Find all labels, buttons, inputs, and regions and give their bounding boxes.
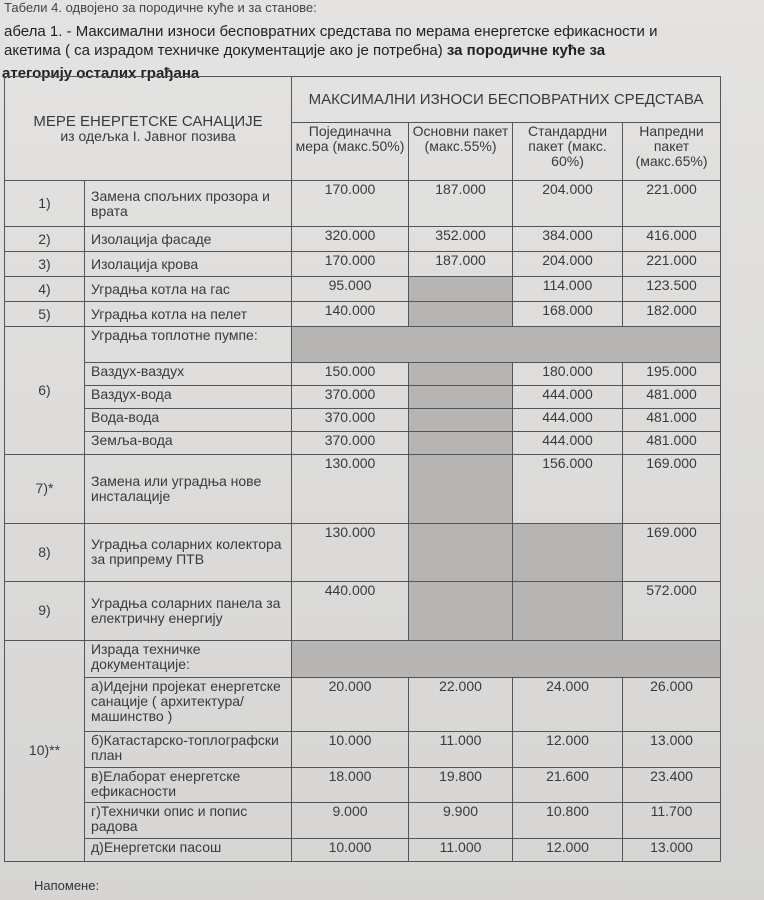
row-label: Израда техничке документације: bbox=[85, 640, 292, 678]
value-basic: 352.000 bbox=[409, 227, 513, 252]
table-row bbox=[5, 803, 721, 838]
table-row bbox=[5, 640, 721, 678]
table-row bbox=[5, 227, 721, 252]
value-advanced: 169.000 bbox=[623, 523, 721, 581]
table-row bbox=[5, 408, 721, 431]
row-label: Замена спољних прозора и врата bbox=[85, 181, 292, 227]
table-row bbox=[5, 277, 721, 302]
value-single: 370.000 bbox=[292, 385, 409, 408]
table-row bbox=[5, 523, 721, 581]
value-single: 18.000 bbox=[292, 767, 409, 802]
shaded-cell bbox=[409, 408, 513, 431]
value-advanced: 11.700 bbox=[623, 803, 721, 838]
shaded-cell bbox=[409, 362, 513, 385]
value-advanced: 221.000 bbox=[623, 181, 721, 227]
value-standard: 204.000 bbox=[513, 181, 623, 227]
row-number: 7)* bbox=[5, 454, 85, 523]
row-label: Ваздух-вода bbox=[85, 385, 292, 408]
measures-header bbox=[5, 77, 292, 181]
row-label: Вода-вода bbox=[85, 408, 292, 431]
table-row bbox=[5, 302, 721, 327]
value-single: 10.000 bbox=[292, 838, 409, 861]
value-single: 370.000 bbox=[292, 408, 409, 431]
value-single: 10.000 bbox=[292, 732, 409, 767]
table-row bbox=[5, 838, 721, 861]
shaded-cell bbox=[409, 277, 513, 302]
row-label: а)Идејни пројекат енергетске санације ( архитектура/машинство ) bbox=[85, 678, 292, 732]
value-advanced: 13.000 bbox=[623, 838, 721, 861]
row-label: Изолација крова bbox=[85, 252, 292, 277]
table-row bbox=[5, 431, 721, 454]
heading-category: атегорију осталих грађана bbox=[2, 65, 200, 82]
row-label: б)Катастарско-топлографски план bbox=[85, 732, 292, 767]
value-standard: 10.800 bbox=[513, 803, 623, 838]
table-heading bbox=[4, 22, 760, 60]
value-standard: 444.000 bbox=[513, 431, 623, 454]
row-number: 3) bbox=[5, 252, 85, 277]
col-header-standard: Стандардни пакет (макс. 60%) bbox=[513, 122, 623, 180]
value-standard: 444.000 bbox=[513, 408, 623, 431]
shaded-cell bbox=[409, 582, 513, 640]
row-number: 5) bbox=[5, 302, 85, 327]
value-advanced: 416.000 bbox=[623, 227, 721, 252]
table-row bbox=[5, 362, 721, 385]
value-advanced: 481.000 bbox=[623, 431, 721, 454]
value-basic: 11.000 bbox=[409, 732, 513, 767]
value-advanced: 123.500 bbox=[623, 277, 721, 302]
row-number: 8) bbox=[5, 523, 85, 581]
row-label: Земља-вода bbox=[85, 431, 292, 454]
value-single: 170.000 bbox=[292, 181, 409, 227]
shaded-cell bbox=[292, 327, 721, 362]
value-single: 440.000 bbox=[292, 582, 409, 640]
value-single: 130.000 bbox=[292, 454, 409, 523]
col-header-advanced: Напредни пакет (макс.65%) bbox=[623, 122, 721, 180]
measures-header-title: МЕРЕ ЕНЕРГЕТСКЕ САНАЦИЈЕ bbox=[33, 112, 263, 130]
value-standard: 168.000 bbox=[513, 302, 623, 327]
measures-header-subtitle: из одељка I. Јавног позива bbox=[60, 127, 236, 144]
row-label: в)Елаборат енергетске ефикасности bbox=[85, 767, 292, 802]
row-number: 9) bbox=[5, 582, 85, 640]
row-number: 6) bbox=[5, 327, 85, 454]
table-row bbox=[5, 732, 721, 767]
value-basic: 22.000 bbox=[409, 678, 513, 732]
row-number: 2) bbox=[5, 227, 85, 252]
value-standard: 204.000 bbox=[513, 252, 623, 277]
subsidy-table bbox=[4, 76, 721, 862]
value-single: 130.000 bbox=[292, 523, 409, 581]
value-single: 370.000 bbox=[292, 431, 409, 454]
value-standard: 180.000 bbox=[513, 362, 623, 385]
value-single: 20.000 bbox=[292, 678, 409, 732]
shaded-cell bbox=[409, 454, 513, 523]
table-row bbox=[5, 454, 721, 523]
value-single: 320.000 bbox=[292, 227, 409, 252]
value-advanced: 195.000 bbox=[623, 362, 721, 385]
col-header-single: Појединачна мера (макс.50%) bbox=[292, 122, 409, 180]
heading-line-2 bbox=[4, 41, 760, 60]
table-row bbox=[5, 252, 721, 277]
value-single: 170.000 bbox=[292, 252, 409, 277]
table-row bbox=[5, 678, 721, 732]
table-row bbox=[5, 181, 721, 227]
value-standard: 12.000 bbox=[513, 838, 623, 861]
max-amounts-header: МАКСИМАЛНИ ИЗНОСИ БЕСПОВРАТНИХ СРЕДСТАВА bbox=[292, 77, 721, 123]
shaded-cell bbox=[292, 640, 721, 678]
value-advanced: 221.000 bbox=[623, 252, 721, 277]
row-label: Уградња топлотне пумпе: bbox=[85, 327, 292, 362]
value-standard: 114.000 bbox=[513, 277, 623, 302]
row-number: 4) bbox=[5, 277, 85, 302]
heading-line-2-text: акетима ( са израдом техничке документације ако је потребна) bbox=[4, 42, 447, 59]
value-basic: 187.000 bbox=[409, 252, 513, 277]
table-row bbox=[5, 327, 721, 362]
heading-line-2-bold: за породичне куће за bbox=[446, 42, 606, 59]
shaded-cell bbox=[409, 302, 513, 327]
value-advanced: 23.400 bbox=[623, 767, 721, 802]
value-advanced: 572.000 bbox=[623, 582, 721, 640]
row-number: 1) bbox=[5, 181, 85, 227]
shaded-cell bbox=[409, 431, 513, 454]
row-label: Уградња соларних панела за електричну енергију bbox=[85, 582, 292, 640]
value-standard: 444.000 bbox=[513, 385, 623, 408]
value-basic: 19.800 bbox=[409, 767, 513, 802]
value-standard: 12.000 bbox=[513, 732, 623, 767]
value-advanced: 182.000 bbox=[623, 302, 721, 327]
value-single: 150.000 bbox=[292, 362, 409, 385]
row-label: Уградња соларних колектора за припрему ПТВ bbox=[85, 523, 292, 581]
row-label: Уградња котла на гас bbox=[85, 277, 292, 302]
value-advanced: 13.000 bbox=[623, 732, 721, 767]
value-standard: 384.000 bbox=[513, 227, 623, 252]
notes-label: Напомене: bbox=[34, 878, 100, 893]
row-label: Ваздух-ваздух bbox=[85, 362, 292, 385]
shaded-cell bbox=[409, 385, 513, 408]
row-label: Уградња котла на пелет bbox=[85, 302, 292, 327]
value-standard: 156.000 bbox=[513, 454, 623, 523]
value-single: 9.000 bbox=[292, 803, 409, 838]
value-basic: 11.000 bbox=[409, 838, 513, 861]
shaded-cell bbox=[513, 582, 623, 640]
table-row bbox=[5, 582, 721, 640]
value-single: 95.000 bbox=[292, 277, 409, 302]
row-label: Замена или уградња нове инсталације bbox=[85, 454, 292, 523]
row-number: 10)** bbox=[5, 640, 85, 861]
heading-line-1: абела 1. - Максимални износи бесповратних средстава по мерама енергетске ефикасности и bbox=[4, 23, 658, 40]
value-advanced: 169.000 bbox=[623, 454, 721, 523]
value-standard: 24.000 bbox=[513, 678, 623, 732]
value-standard: 21.600 bbox=[513, 767, 623, 802]
value-basic: 9.900 bbox=[409, 803, 513, 838]
row-label: г)Технички опис и попис радова bbox=[85, 803, 292, 838]
value-advanced: 26.000 bbox=[623, 678, 721, 732]
value-single: 140.000 bbox=[292, 302, 409, 327]
value-advanced: 481.000 bbox=[623, 408, 721, 431]
row-label: д)Енергетски пасош bbox=[85, 838, 292, 861]
table-row bbox=[5, 385, 721, 408]
value-advanced: 481.000 bbox=[623, 385, 721, 408]
table-row bbox=[5, 767, 721, 802]
value-basic: 187.000 bbox=[409, 181, 513, 227]
shaded-cell bbox=[409, 523, 513, 581]
col-header-basic: Основни пакет (макс.55%) bbox=[409, 122, 513, 180]
shaded-cell bbox=[513, 523, 623, 581]
previous-line-text: Табели 4. одвојено за породичне куће и за станове: bbox=[4, 0, 317, 15]
row-label: Изолација фасаде bbox=[85, 227, 292, 252]
